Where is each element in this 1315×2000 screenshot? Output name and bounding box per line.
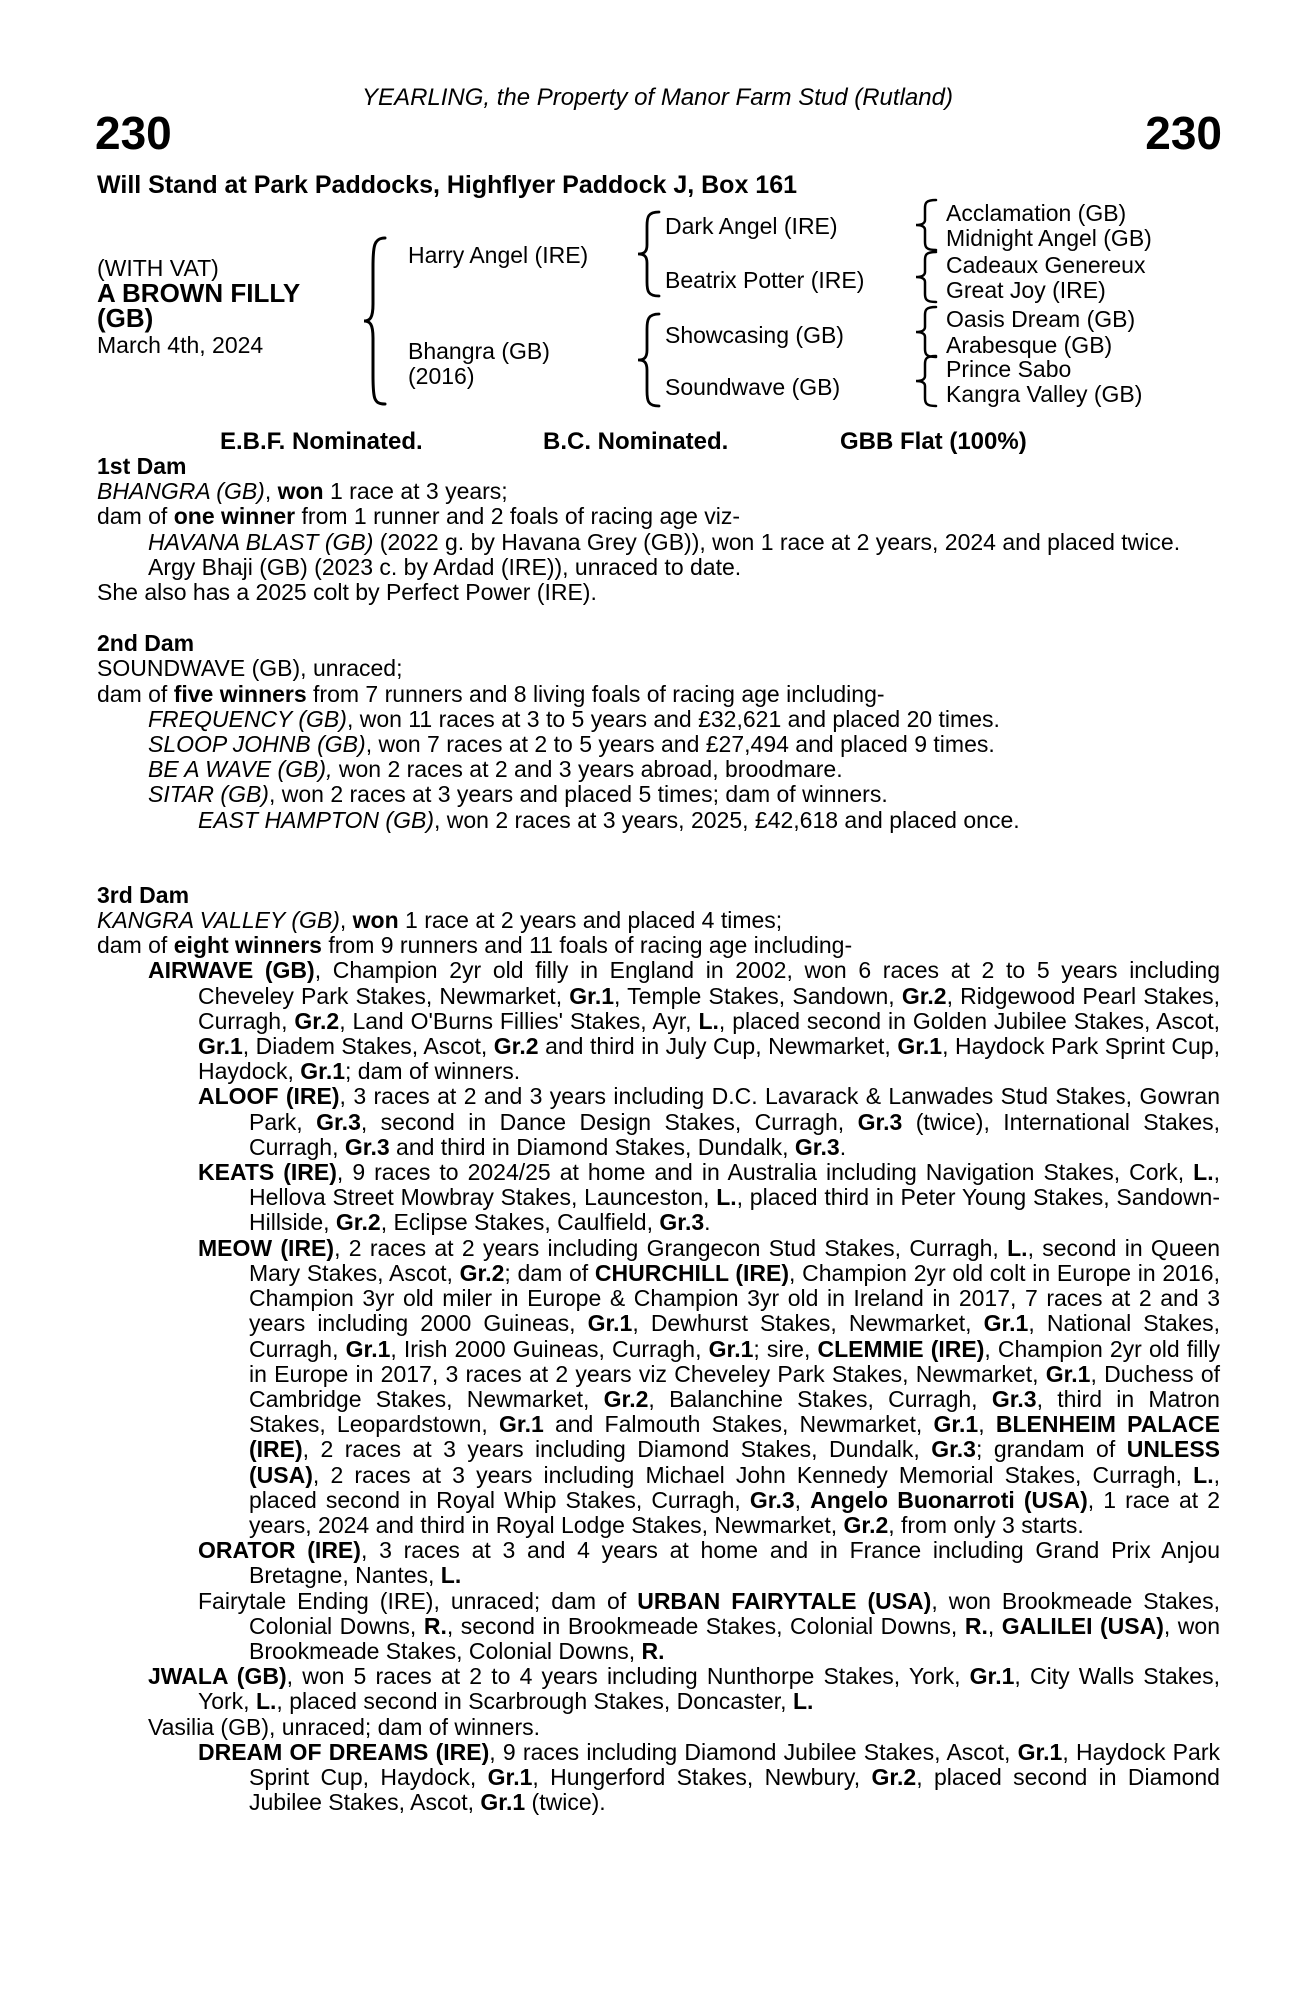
ebf-nomination: E.B.F. Nominated. <box>220 428 423 455</box>
gen3-name: Midnight Angel (GB) <box>946 225 1152 251</box>
gen3-name: Kangra Valley (GB) <box>946 381 1143 407</box>
pedigree-text-paragraph: KEATS (IRE), 9 races to 2024/25 at home and in Australia including Navigation Stakes, Cork, L., Hellova Street Mowbray Stakes, Launceston, L., placed third in Peter Young Stakes, Sandown-Hillside, Gr.2, Eclipse Stakes, Caulfield, Gr.3. <box>198 1159 1221 1236</box>
gen3-name: Great Joy (IRE) <box>946 277 1106 303</box>
stand-location-line: Will Stand at Park Paddocks, Highflyer Paddock J, Box 161 <box>97 171 797 199</box>
pedigree-text-paragraph: Fairytale Ending (IRE), unraced; dam of URBAN FAIRYTALE (USA), won Brookmeade Stakes, Colonial Downs, R., second in Brookmeade Stakes, Colonial Downs, R., GALILEI (USA), won Brookmeade Stakes, Colonial Downs, R. <box>198 1587 1220 1664</box>
pedigree-text-paragraph: HAVANA BLAST (GB) (2022 g. by Havana Grey (GB)), won 1 race at 2 years, 2024 and placed twice. <box>148 528 1181 555</box>
pedigree-text-paragraph: dam of one winner from 1 runner and 2 foals of racing age viz- <box>97 503 741 530</box>
pedigree-text-paragraph: dam of five winners from 7 runners and 8 living foals of racing age including- <box>97 680 885 707</box>
dam-name: Bhangra (GB) <box>408 338 550 364</box>
pedigree-text-paragraph: KANGRA VALLEY (GB), won 1 race at 2 years and placed 4 times; <box>97 907 783 934</box>
bc-nomination: B.C. Nominated. <box>543 428 729 455</box>
pedigree-text-paragraph: Argy Bhaji (GB) (2023 c. by Ardad (IRE)), unraced to date. <box>148 553 742 580</box>
gen3-name: Acclamation (GB) <box>946 200 1127 226</box>
pedigree-text-paragraph: She also has a 2025 colt by Perfect Power (IRE). <box>97 579 597 606</box>
vat-note: (WITH VAT) <box>97 255 219 281</box>
pedigree-text-paragraph: AIRWAVE (GB), Champion 2yr old filly in England in 2002, won 6 races at 2 to 5 years including Cheveley Park Stakes, Newmarket, Gr.1, Temple Stakes, Sandown, Gr.2, Ridgewood Pearl Stakes, Curragh, Gr.2, Land O'Burns Fillies' Stakes, Ayr, L., placed second in Golden Jubilee Stakes, Ascot, Gr.1, Diadem Stakes, Ascot, Gr.2 and third in July Cup, Newmarket, Gr.1, Haydock Park Sprint Cup, Haydock, Gr.1; dam of winners. <box>148 957 1221 1085</box>
pedigree-brace <box>912 198 938 252</box>
pedigree-text-paragraph: dam of eight winners from 9 runners and 11 foals of racing age including- <box>97 932 853 959</box>
pedigree-brace <box>635 210 661 298</box>
catalogue-body <box>97 454 1220 1815</box>
pedigree-text-paragraph: DREAM OF DREAMS (IRE), 9 races including Diamond Jubilee Stakes, Ascot, Gr.1, Haydock Park Sprint Cup, Haydock, Gr.1, Hungerford Stakes, Newbury, Gr.2, placed second in Diamond Jubilee Stakes, Ascot, Gr.1 (twice). <box>198 1738 1220 1816</box>
gen2-name: Showcasing (GB) <box>665 322 844 348</box>
gen3-name: Arabesque (GB) <box>946 332 1113 358</box>
subject-horse-suffix: (GB) <box>97 303 154 333</box>
section-heading: 2nd Dam <box>97 630 195 657</box>
pedigree-text-paragraph: SLOOP JOHNB (GB), won 7 races at 2 to 5 years and £27,494 and placed 9 times. <box>148 731 995 758</box>
section-heading: 3rd Dam <box>97 881 190 908</box>
pedigree-text-paragraph: FREQUENCY (GB), won 11 races at 3 to 5 years and £32,621 and placed 20 times. <box>148 705 1000 732</box>
pedigree-text-paragraph: SOUNDWAVE (GB), unraced; <box>97 655 403 682</box>
pedigree-brace <box>912 305 938 359</box>
foal-date: March 4th, 2024 <box>97 332 264 358</box>
lot-number-left: 230 <box>95 107 172 159</box>
pedigree-text-paragraph: ALOOF (IRE), 3 races at 2 and 3 years including D.C. Lavarack & Lanwades Stud Stakes, Gowran Park, Gr.3, second in Dance Design Stakes, Curragh, Gr.3 (twice), International Stakes, Curragh, Gr.3 and third in Diamond Stakes, Dundalk, Gr.3. <box>198 1083 1220 1160</box>
pedigree-brace <box>635 312 661 408</box>
pedigree-text-paragraph: MEOW (IRE), 2 races at 2 years including Grangecon Stud Stakes, Curragh, L., second in Queen Mary Stakes, Ascot, Gr.2; dam of CHURCHILL (IRE), Champion 2yr old colt in Europe in 2016, Champion 3yr old miler in Europe & Champion 3yr old in Ireland in 2017, 7 races at 2 and 3 years including 2000 Guineas, Gr.1, Dewhurst Stakes, Newmarket, Gr.1, National Stakes, Curragh, Gr.1, Irish 2000 Guineas, Curragh, Gr.1; sire, CLEMMIE (IRE), Champion 2yr old filly in Europe in 2017, 3 races at 2 years viz Cheveley Park Stakes, Newmarket, Gr.1, Duchess of Cambridge Stakes, Newmarket, Gr.2, Balanchine Stakes, Curragh, Gr.3, third in Matron Stakes, Leopardstown, Gr.1 and Falmouth Stakes, Newmarket, Gr.1, BLENHEIM PALACE (IRE), 2 races at 3 years including Diamond Stakes, Dundalk, Gr.3; grandam of UNLESS (USA), 2 races at 3 years including Michael John Kennedy Memorial Stakes, Curragh, L., placed second in Royal Whip Stakes, Curragh, Gr.3, Angelo Buonarroti (USA), 1 race at 2 years, 2024 and third in Royal Lodge Stakes, Newmarket, Gr.2, from only 3 starts. <box>198 1234 1221 1538</box>
pedigree-brace <box>361 236 387 406</box>
gbb-nomination: GBB Flat (100%) <box>840 428 1027 455</box>
sire-name: Harry Angel (IRE) <box>408 242 589 268</box>
pedigree-brace <box>912 354 938 408</box>
pedigree-brace <box>912 250 938 304</box>
page-header-property-line: YEARLING, the Property of Manor Farm Stud (Rutland) <box>362 84 953 111</box>
pedigree-text-paragraph: EAST HAMPTON (GB), won 2 races at 3 years, 2025, £42,618 and placed once. <box>198 806 1020 833</box>
pedigree-text-paragraph: BHANGRA (GB), won 1 race at 3 years; <box>97 478 508 505</box>
gen3-name: Oasis Dream (GB) <box>946 306 1136 332</box>
pedigree-text-paragraph: ORATOR (IRE), 3 races at 3 and 4 years at home and in France including Grand Prix Anjou Bretagne, Nantes, L. <box>198 1537 1220 1589</box>
gen3-name: Cadeaux Genereux <box>946 252 1146 278</box>
pedigree-text-paragraph: Vasilia (GB), unraced; dam of winners. <box>148 1713 541 1740</box>
gen2-name: Soundwave (GB) <box>665 374 841 400</box>
gen2-name: Dark Angel (IRE) <box>665 213 838 239</box>
gen3-name: Prince Sabo <box>946 356 1072 382</box>
dam-year: (2016) <box>408 363 475 389</box>
subject-horse-name: A BROWN FILLY <box>97 278 301 308</box>
section-heading: 1st Dam <box>97 453 187 479</box>
pedigree-text-paragraph: SITAR (GB), won 2 races at 3 years and placed 5 times; dam of winners. <box>148 781 888 808</box>
pedigree-text-paragraph: JWALA (GB), won 5 races at 2 to 4 years including Nunthorpe Stakes, York, Gr.1, City Walls Stakes, York, L., placed second in Scarbrough Stakes, Doncaster, L. <box>148 1663 1220 1715</box>
gen2-name: Beatrix Potter (IRE) <box>665 267 865 293</box>
pedigree-text-paragraph: BE A WAVE (GB), won 2 races at 2 and 3 years abroad, broodmare. <box>148 756 843 783</box>
lot-number-right: 230 <box>1145 107 1222 159</box>
